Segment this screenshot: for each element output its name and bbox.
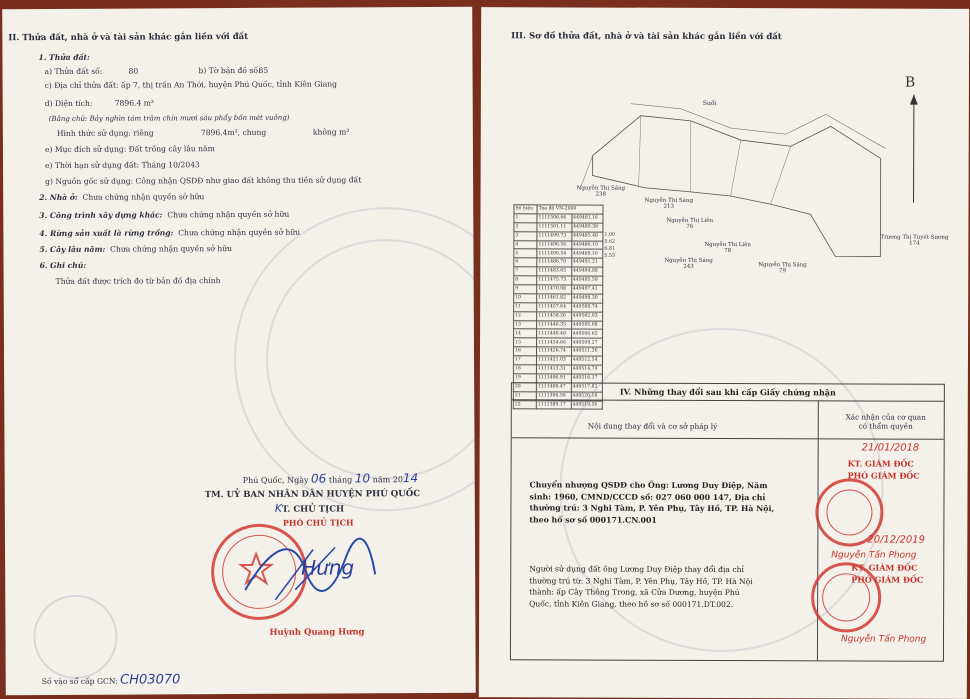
- coord-x: 1111426.74: [537, 347, 572, 356]
- table-row: [514, 303, 603, 312]
- parcel-number-label: a) Thửa đất số:: [45, 67, 103, 76]
- table-row: [514, 231, 603, 240]
- table-row: [514, 276, 603, 285]
- coord-y: 449506.62: [571, 329, 602, 338]
- point-number: 12: [514, 311, 537, 320]
- coord-y: 449491.21: [571, 258, 602, 267]
- point-number: 17: [513, 356, 536, 365]
- forest-value: Chưa chứng nhận quyền sở hữu: [178, 228, 300, 238]
- coord-y: 449495.58: [571, 276, 602, 285]
- date-year-label: năm 20: [373, 475, 403, 484]
- table-row: [514, 214, 603, 223]
- coord-y: 449505.08: [571, 321, 602, 330]
- coordinate-table: [513, 204, 604, 410]
- coord-y: 449500.74: [571, 303, 602, 312]
- forest-label: 4. Rừng sản xuất là rừng trồng:: [39, 228, 173, 238]
- table-row: [514, 249, 603, 258]
- neighbor-5-lot: 243: [664, 264, 713, 270]
- point-number: 5: [514, 249, 537, 258]
- coord-x: 1111406.91: [536, 374, 571, 383]
- point-number: 10: [514, 294, 537, 303]
- coord-x: 1111496.56: [537, 240, 572, 249]
- coord-x: 1111470.08: [537, 285, 572, 294]
- neighbor-5-name: Nguyễn Thị Sáng: [664, 258, 713, 264]
- point-number: 20: [513, 383, 536, 392]
- use-form-shared: không m²: [313, 127, 350, 136]
- works-value: Chưa chứng nhận quyền sở hữu: [167, 210, 289, 220]
- section-title: II. Thửa đất, nhà ở và tài sản khác gắn liền với đất: [8, 32, 248, 43]
- side-value-1: 1.00: [604, 232, 615, 239]
- perennial-label: 5. Cây lâu năm:: [39, 245, 105, 254]
- date-year: 14: [403, 471, 418, 485]
- point-number: 16: [513, 347, 536, 356]
- coord-y: 449485.48: [572, 232, 603, 241]
- cert-number: CH03070: [120, 672, 180, 687]
- chairman-line: T. CHỦ TỊCH: [282, 504, 344, 514]
- neighbor-2-name: Nguyễn Thị Sáng: [645, 198, 694, 204]
- neighbor-7-name: Trương Thị Tuyết Sương: [880, 235, 948, 241]
- coord-y: 449489.10: [572, 249, 603, 258]
- confirm1-kt: KT. GIÁM ĐỐC: [848, 458, 914, 468]
- coord-x: 1111458.26: [537, 312, 572, 321]
- perennial-value: Chưa chứng nhận quyền sở hữu: [110, 244, 232, 254]
- table-row: [513, 347, 602, 356]
- entry1-line3: thường trú: 3 Nghi Tàm, P. Yên Phụ, Tây Hồ, TP. Hà Nội,: [529, 502, 774, 514]
- coord-x: 1111396.56: [536, 392, 571, 401]
- date-place: Phú Quốc, Ngày: [243, 476, 309, 485]
- changes-title: IV. Những thay đổi sau khi cấp Giấy chứng nhận: [512, 383, 944, 402]
- coord-y: 449519.56: [571, 401, 602, 410]
- cert-number-label: Số vào sổ cấp GCN:: [42, 677, 118, 686]
- coord-y: 449514.74: [571, 365, 602, 374]
- point-number: 4: [514, 240, 537, 249]
- house-label: 2. Nhà ở:: [39, 193, 78, 202]
- coord-y: 449480.38: [572, 223, 603, 232]
- confirm2-date: 20/12/2019: [867, 535, 925, 546]
- coord-x: 1111421.03: [537, 356, 572, 365]
- table-row: [514, 294, 603, 303]
- col-confirm-header-2: có thẩm quyền: [838, 421, 934, 430]
- coord-x: 1111446.35: [537, 320, 572, 329]
- coord-x: 1111486.70: [537, 258, 572, 267]
- road-label: Suối: [703, 100, 717, 107]
- changes-box: [510, 382, 945, 662]
- confirm1-role: PHÓ GIÁM ĐỐC: [848, 470, 920, 480]
- point-number: 2: [514, 223, 537, 232]
- point-number: 15: [514, 338, 537, 347]
- confirm2-name: Nguyễn Tấn Phong: [841, 634, 926, 644]
- committee-title: TM. UỶ BAN NHÂN DÂN HUYỆN PHÚ QUỐC: [205, 489, 420, 500]
- map-sheet-number: 85: [259, 66, 269, 75]
- coord-y: 449494.88: [571, 267, 602, 276]
- coord-y: 449481.16: [572, 214, 603, 223]
- coord-x: 1111461.82: [537, 294, 572, 303]
- coord-x: 1111457.64: [537, 303, 572, 312]
- neighbor-1-lot: 238: [577, 191, 626, 197]
- note-value: Thửa đất được trích đo từ bản đồ địa chính: [56, 276, 221, 286]
- date-month-label: tháng: [329, 475, 352, 484]
- col-confirm-header-1: Xác nhận của cơ quan: [838, 412, 934, 421]
- coord-y: 449511.36: [571, 347, 602, 356]
- date-day: 06: [311, 472, 326, 486]
- side-value-2: 5.62: [604, 239, 615, 246]
- parcel-address: c) Địa chỉ thửa đất: ấp 7, thị trấn An Thới, huyện Phú Quốc, tỉnh Kiên Giang: [45, 79, 337, 90]
- neighbor-3-name: Nguyễn Thị Liên: [666, 218, 713, 224]
- point-number: 9: [514, 285, 537, 294]
- land-use-term: e) Thời hạn sử dụng đất: Tháng 10/2043: [45, 160, 200, 170]
- point-number: 11: [514, 303, 537, 312]
- coord-x: 1111490.54: [537, 249, 572, 258]
- neighbor-3-lot: 76: [666, 224, 713, 230]
- table-row: [514, 320, 603, 329]
- coord-y: 449520.16: [571, 392, 602, 401]
- kt-handwritten: K: [275, 502, 282, 515]
- table-row: [514, 223, 603, 232]
- table-header-number: Số hiệu: [514, 205, 537, 214]
- point-number: 6: [514, 258, 537, 267]
- north-label: B: [905, 75, 915, 91]
- changes-content-column: [511, 399, 819, 660]
- entry2-line3: thành: ấp Cây Thông Trong, xã Cửa Dương, huyện Phú: [529, 586, 753, 598]
- coord-x: 1111483.65: [537, 267, 572, 276]
- coord-x: 1111413.31: [537, 365, 572, 374]
- table-header-coord: Tọa độ VN-2000: [537, 205, 603, 214]
- confirm2-role: PHÓ GIÁM ĐỐC: [851, 574, 923, 584]
- confirm1-date: 21/01/2018: [862, 442, 920, 453]
- land-use-origin: g) Nguồn gốc sử dụng: Công nhận QSDĐ như giao đất không thu tiền sử dụng đất: [45, 175, 361, 186]
- point-number: 3: [514, 231, 537, 240]
- point-number: 1: [514, 214, 537, 223]
- coord-x: 1111440.40: [537, 329, 572, 338]
- confirm1-name: Nguyễn Tấn Phong: [831, 550, 916, 560]
- use-form-label: Hình thức sử dụng: riêng: [57, 128, 154, 138]
- point-number: 22: [513, 400, 536, 409]
- table-row: [514, 338, 603, 347]
- parcel-heading: 1. Thửa đất:: [38, 53, 89, 62]
- point-number: 14: [514, 329, 537, 338]
- coord-x: 1111501.11: [537, 223, 572, 232]
- section-title-map: III. Sơ đồ thửa đất, nhà ở và tài sản khác gắn liền với đất: [511, 31, 782, 42]
- entry1-line1: Chuyển nhượng QSDĐ cho Ông: Lương Duy Điệp, Năm: [530, 479, 775, 491]
- signature-text: Hưng: [301, 555, 354, 579]
- coord-x: 1111434.66: [537, 338, 572, 347]
- point-number: 18: [513, 365, 536, 374]
- point-number: 13: [514, 320, 537, 329]
- coord-y: 449502.03: [571, 312, 602, 321]
- entry2-line4: Quốc, tỉnh Kiên Giang, theo hồ sơ số 000171.DT.002.: [529, 598, 753, 610]
- table-row: [514, 311, 603, 320]
- parcel-number: 80: [129, 67, 139, 76]
- use-form-private: 7896.4m², chung: [201, 128, 266, 137]
- entry1-line4: theo hồ sơ số 000171.CN.001: [529, 514, 774, 526]
- right-page: [479, 7, 969, 699]
- neighbor-7-lot: 174: [880, 241, 948, 247]
- entry2-line2: thường trú từ: 3 Nghi Tàm, P. Yên Phụ, Tây Hồ, TP. Hà Nội: [529, 575, 753, 587]
- area-label: d) Diện tích:: [45, 99, 93, 108]
- side-value-3: 6.81: [604, 246, 615, 253]
- coord-x: 1111506.66: [537, 214, 572, 223]
- coord-y: 449517.82: [571, 383, 602, 392]
- coord-x: 1111499.73: [537, 232, 572, 241]
- area-in-words: (Bằng chữ: Bảy nghìn tám trăm chín mươi sáu phẩy bốn mét vuông): [49, 114, 290, 123]
- coord-x: 1111389.17: [536, 400, 571, 409]
- area-value: 7896.4 m²: [115, 98, 154, 107]
- col-content-header: Nội dung thay đổi và cơ sở pháp lý: [588, 422, 718, 431]
- coord-y: 449498.30: [571, 294, 602, 303]
- signer-name: Huỳnh Quang Hưng: [269, 627, 364, 637]
- confirm2-seal: [811, 562, 881, 632]
- coord-y: 449497.41: [571, 285, 602, 294]
- table-row: [514, 240, 603, 249]
- neighbor-4-lot: 78: [704, 248, 751, 254]
- confirm2-kt: KT. GIÁM ĐỐC: [851, 562, 917, 572]
- neighbor-2-lot: 213: [644, 204, 693, 210]
- coord-y: 449486.10: [572, 241, 603, 250]
- entry1-line2: sinh: 1960, CMND/CCCD số: 027 060 000 147, Địa chỉ: [529, 491, 774, 503]
- table-row: [513, 365, 602, 374]
- point-number: 7: [514, 267, 537, 276]
- faint-stamp: [33, 595, 117, 679]
- coord-y: 449512.54: [571, 356, 602, 365]
- neighbor-6-lot: 79: [758, 268, 807, 274]
- point-number: 8: [514, 276, 537, 285]
- table-row: [514, 329, 603, 338]
- coord-x: 1111400.47: [536, 383, 571, 392]
- table-row: [514, 285, 603, 294]
- entry2-line1: Người sử dụng đất ông Lương Duy Điệp thay đổi địa chỉ: [529, 563, 753, 575]
- point-number: 21: [513, 391, 536, 400]
- land-use-purpose: e) Mục đích sử dụng: Đất trồng cây lâu năm: [45, 144, 215, 154]
- vice-chairman-title: PHÓ CHỦ TỊCH: [283, 517, 354, 527]
- left-page: [2, 7, 476, 695]
- note-label: 6. Ghi chú:: [40, 261, 87, 270]
- coord-y: 449509.27: [571, 338, 602, 347]
- date-month: 10: [355, 471, 370, 485]
- table-row: [513, 356, 602, 365]
- neighbor-1-name: Nguyễn Thị Sáng: [577, 185, 626, 191]
- map-sheet-label: b) Tờ bản đồ số:: [199, 66, 261, 75]
- works-label: 3. Công trình xây dựng khác:: [39, 210, 162, 220]
- point-number: 19: [513, 374, 536, 383]
- side-value-4: 5.55: [604, 253, 615, 260]
- coord-x: 1111475.73: [537, 276, 572, 285]
- table-row: [514, 267, 603, 276]
- neighbor-4-name: Nguyễn Thị Liên: [704, 242, 751, 248]
- coord-y: 449516.17: [571, 374, 602, 383]
- neighbor-6-name: Nguyễn Thị Sáng: [758, 262, 807, 268]
- table-row: [514, 258, 603, 267]
- house-value: Chưa chứng nhận quyền sở hữu: [82, 192, 204, 202]
